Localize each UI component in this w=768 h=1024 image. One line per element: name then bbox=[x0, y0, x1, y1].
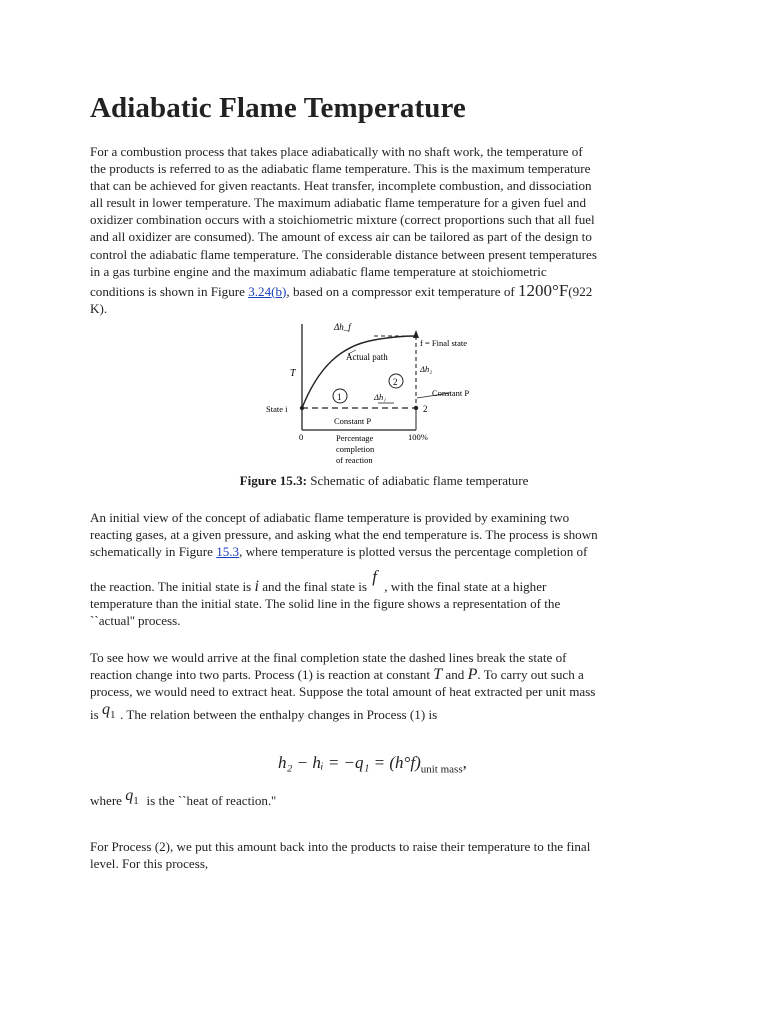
text-fragment: reaction change into two parts. Process (1) is reaction at constant bbox=[90, 667, 434, 683]
text-fragment: is the ``heat of reaction.'' bbox=[143, 793, 276, 808]
actual-path-curve bbox=[302, 336, 416, 408]
text-line: process, we would need to extract heat. Suppose the total amount of heat extracted per unit mass bbox=[90, 684, 596, 700]
label-state-i: State i bbox=[266, 404, 288, 414]
text-line: in a gas turbine engine and the maximum adiabatic flame temperature at stoichiometric bbox=[90, 263, 547, 279]
text-fragment: is bbox=[90, 707, 103, 723]
text-line bbox=[90, 567, 678, 596]
text-fragment: , with the final state at a higher bbox=[384, 579, 547, 595]
label-zero: 0 bbox=[299, 432, 304, 442]
text-fragment: and the final state is bbox=[258, 579, 371, 595]
text-fragment: the reaction. The initial state is bbox=[90, 579, 255, 595]
var-q1: $q_1$ bbox=[102, 701, 116, 722]
text-line: An initial view of the concept of adiabatic flame temperature is provided by examining two bbox=[90, 510, 570, 525]
where-line bbox=[90, 787, 276, 809]
label-dh1: Δh₁ bbox=[374, 392, 387, 402]
text-line bbox=[90, 543, 678, 560]
text-line: the products is referred to as the adiabatic flame temperature. This is the maximum temperature bbox=[90, 161, 591, 177]
label-two: 2 bbox=[423, 404, 428, 414]
label-xlabel-3: of reaction bbox=[336, 455, 373, 465]
text-fragment: (922 bbox=[568, 283, 593, 299]
point-state-i bbox=[300, 406, 304, 410]
text-fragment: schematically in Figure bbox=[90, 544, 217, 560]
paragraph-process-2 bbox=[90, 838, 678, 872]
figure-link-3-24b[interactable]: 3.24(b) bbox=[248, 283, 287, 299]
equation-enthalpy bbox=[278, 753, 467, 775]
text-line: that can be achieved for given reactants. Heat transfer, incomplete combustion, and dissociation bbox=[90, 178, 592, 194]
label-dh2: Δh₂ bbox=[420, 364, 433, 374]
var-f: f bbox=[372, 567, 377, 587]
paragraph-initial-view bbox=[90, 509, 678, 630]
text-line: all result in lower temperature. The maximum adiabatic flame temperature for a given fuel and bbox=[90, 195, 587, 211]
text-line: For a combustion process that takes place adiabatically with no shaft work, the temperature of bbox=[90, 144, 583, 159]
text-line: oxidizer combination occurs with a stoichiometric mixture (correct proportions such that all fuel bbox=[90, 212, 595, 228]
paragraph-process bbox=[90, 649, 678, 723]
text-line: control the adiabatic flame temperature. The considerable distance between present temperatures bbox=[90, 246, 597, 262]
point-state-2 bbox=[414, 406, 418, 410]
text-line: For Process (2), we put this amount back into the products to raise their temperature to the final bbox=[90, 839, 591, 854]
text-line: temperature than the initial state. The solid line in the figure shows a representation of the bbox=[90, 596, 561, 612]
figure-schematic bbox=[266, 318, 500, 470]
var-q1-where: $q_1$ bbox=[125, 787, 139, 808]
text-fragment: and bbox=[442, 667, 468, 683]
text-fragment: where bbox=[90, 793, 126, 808]
adiabatic-flame-diagram bbox=[266, 318, 500, 470]
paragraph-intro bbox=[90, 143, 678, 317]
label-constant-p-bottom: Constant P bbox=[334, 416, 372, 426]
text-line: reacting gases, at a given pressure, and asking what the end temperature is. The process is shown bbox=[90, 527, 598, 543]
text-line: K). bbox=[90, 300, 108, 316]
label-xlabel-1: Percentage bbox=[336, 433, 374, 443]
temperature-math: 1200°F bbox=[518, 280, 569, 300]
text-line bbox=[90, 701, 678, 723]
text-line: and all oxidizer are consumed). The amount of excess air can be tailored as part of the design to bbox=[90, 229, 592, 245]
text-line: level. For this process, bbox=[90, 856, 209, 872]
caption-label: Figure 15.3: bbox=[239, 473, 307, 488]
figure-link-15-3[interactable]: 15.3 bbox=[216, 544, 240, 560]
text-fragment: . The relation between the enthalpy changes in Process (1) is bbox=[120, 707, 438, 723]
equation-subscript: unit mass bbox=[420, 763, 463, 776]
label-actual-path: Actual path bbox=[346, 352, 388, 362]
label-two-circle: 2 bbox=[393, 377, 398, 387]
label-dh-f: Δh_f bbox=[334, 322, 351, 332]
text-fragment: , based on a compressor exit temperature of bbox=[286, 283, 519, 299]
text-line: ``actual'' process. bbox=[90, 613, 181, 629]
text-fragment: , where temperature is plotted versus the percentage completion of bbox=[239, 544, 588, 560]
arrow-final-state bbox=[413, 330, 419, 338]
caption-text: Schematic of adiabatic flame temperature bbox=[307, 473, 529, 488]
var-T: T bbox=[433, 666, 443, 684]
text-fragment: conditions is shown in Figure bbox=[90, 283, 249, 299]
equation-end: , bbox=[462, 753, 467, 772]
text-line bbox=[90, 666, 678, 683]
text-line: To see how we would arrive at the final completion state the dashed lines break the state of bbox=[90, 650, 567, 665]
label-final-state: f = Final state bbox=[420, 338, 468, 348]
text-fragment: . To carry out such a bbox=[477, 667, 584, 683]
equation-body: h₂ − hᵢ = −q₁ = (h°f) bbox=[278, 753, 421, 772]
var-P: P bbox=[467, 666, 478, 684]
label-constant-p-right: Constant P bbox=[432, 388, 470, 398]
label-T: T bbox=[290, 368, 296, 379]
var-i: i bbox=[254, 578, 259, 596]
figure-caption bbox=[90, 473, 678, 489]
text-line bbox=[90, 282, 678, 300]
label-xlabel-2: completion bbox=[336, 444, 375, 454]
label-hundred: 100% bbox=[408, 432, 428, 442]
page-title: Adiabatic Flame Temperature bbox=[90, 92, 466, 124]
label-one: 1 bbox=[337, 392, 342, 402]
